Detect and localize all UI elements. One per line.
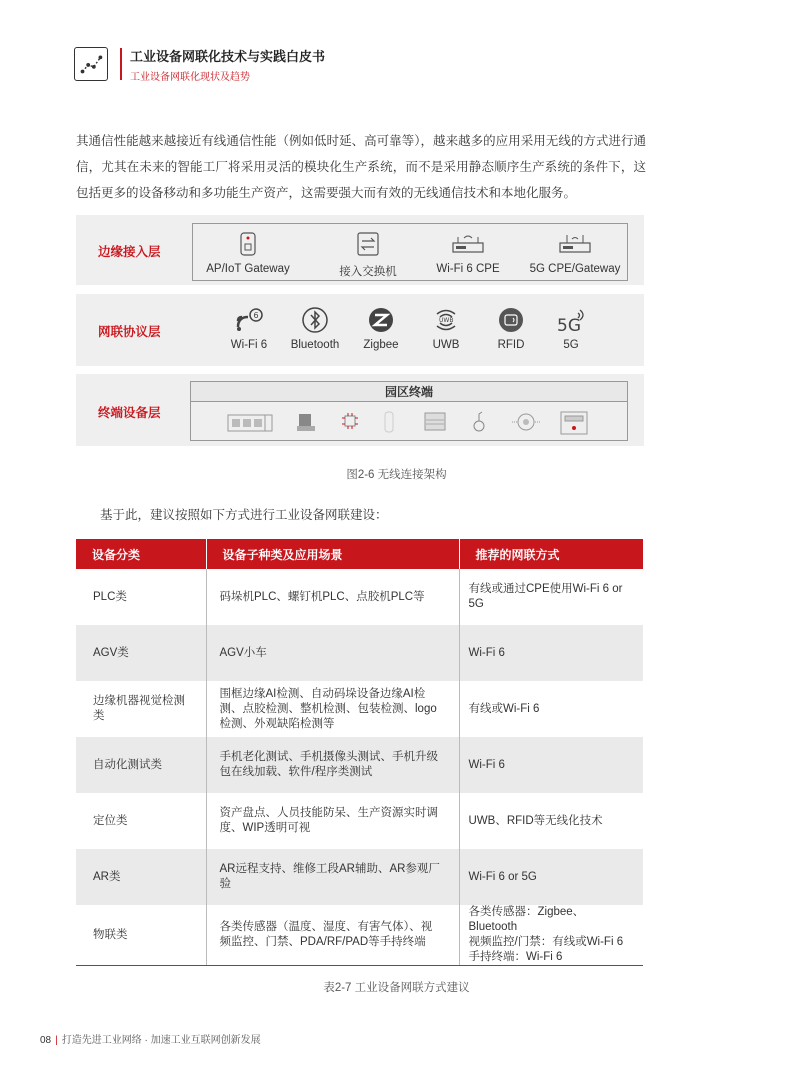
- column-header: 设备分类: [76, 539, 206, 569]
- column-header: 推荐的网联方式: [459, 539, 643, 569]
- table-row: [76, 793, 643, 849]
- campus-terminals-title: 园区终端: [191, 382, 627, 402]
- page-footer: [40, 1031, 261, 1046]
- production-line-icon: [227, 410, 273, 439]
- footer-text: 打造先进工业网络 · 加速工业互联网创新发展: [61, 1035, 261, 1046]
- protocol-label: 5G: [563, 339, 579, 351]
- edge-devices-box: [192, 223, 628, 281]
- cpe-5g-icon: [523, 229, 627, 259]
- footer-separator: |: [55, 1035, 58, 1046]
- table-cell: AGV小车: [206, 625, 459, 681]
- table-cell: AR远程支持、维修工段AR辅助、AR参观厂验: [206, 849, 459, 905]
- table-cell: 各类传感器（温度、湿度、有害气体）、视频监控、门禁、PDA/RF/PAD等手持终端: [206, 905, 459, 966]
- device-access-switch: [323, 229, 413, 279]
- device-5g-cpe: [523, 229, 627, 275]
- table-cell: AGV类: [76, 625, 206, 681]
- logo-icon: [74, 47, 108, 81]
- table-cell: Wi-Fi 6: [459, 625, 643, 681]
- device-wifi6-cpe: [418, 229, 518, 275]
- table-cell: UWB、RFID等无线化技术: [459, 793, 643, 849]
- chapter-title: 工业设备网联化现状及趋势: [130, 72, 250, 83]
- table-row: [76, 681, 643, 737]
- robot-machine-icon: [295, 410, 317, 439]
- protocol-layer-label: 网联协议层: [98, 325, 161, 339]
- table-cell: 资产盘点、人员技能防呆、生产资源实时调度、WIP透明可视: [206, 793, 459, 849]
- wifi6-icon: [224, 305, 274, 335]
- terminal-layer-label: 终端设备层: [98, 406, 161, 420]
- device-label: 接入交换机: [339, 266, 397, 278]
- robot-arm-icon: [469, 410, 489, 439]
- protocol-label: RFID: [497, 339, 525, 351]
- device-label: 5G CPE/Gateway: [529, 263, 621, 275]
- edge-layer-label: 边缘接入层: [98, 245, 161, 259]
- device-label: AP/IoT Gateway: [206, 263, 290, 275]
- table-cell: 物联类: [76, 905, 206, 966]
- protocol-bluetooth: [284, 305, 346, 351]
- table-cell: 定位类: [76, 793, 206, 849]
- figure-caption: 图2-6 无线连接架构: [346, 469, 447, 481]
- gateway-icon: [203, 229, 293, 259]
- table-cell: Wi-Fi 6: [459, 737, 643, 793]
- table-row: [76, 625, 643, 681]
- svg-text:5G: 5G: [557, 316, 581, 335]
- protocol-zigbee: [356, 305, 406, 351]
- table-cell: 自动化测试类: [76, 737, 206, 793]
- uwb-icon: [421, 305, 471, 335]
- monitor-panel-icon: [423, 410, 447, 439]
- header-divider: [120, 48, 122, 80]
- svg-text:UWB: UWB: [439, 317, 454, 324]
- cpe-icon: [418, 229, 518, 259]
- table-row: [76, 569, 643, 625]
- connectivity-table: [76, 539, 643, 966]
- control-terminal-icon: [559, 410, 589, 441]
- document-title: 工业设备网联化技术与实践白皮书: [130, 49, 326, 64]
- table-cell: 手机老化测试、手机摄像头测试、手机升级包在线加载、软件/程序类测试: [206, 737, 459, 793]
- table-cell: Wi-Fi 6 or 5G: [459, 849, 643, 905]
- table-cell: PLC类: [76, 569, 206, 625]
- zigbee-icon: [356, 305, 406, 335]
- protocol-label: Zigbee: [363, 339, 399, 351]
- protocol-label: Bluetooth: [290, 339, 340, 351]
- table-cell: 边缘机器视觉检测类: [76, 681, 206, 737]
- table-row: [76, 737, 643, 793]
- svg-text:6: 6: [253, 311, 259, 320]
- protocol-wifi6: [224, 305, 274, 351]
- table-cell: AR类: [76, 849, 206, 905]
- table-caption: 表2-7 工业设备网联方式建议: [323, 982, 470, 994]
- table-cell: 码垛机PLC、螺钉机PLC、点胶机PLC等: [206, 569, 459, 625]
- protocol-5g: [546, 305, 596, 351]
- edge-access-layer: [76, 215, 644, 285]
- table-row: [76, 849, 643, 905]
- column-header: 设备子种类及应用场景: [206, 539, 459, 569]
- table-row: [76, 905, 643, 966]
- camera-icon: [509, 410, 543, 439]
- table-cell: 围框边缘AI检测、自动码垛设备边缘AI检测、点胶检测、整机检测、包装检测、logo检测、外观缺陷检测等: [206, 681, 459, 737]
- wearable-device-icon: [381, 410, 397, 439]
- protocol-label: Wi-Fi 6: [230, 339, 268, 351]
- sensor-chip-icon: [339, 410, 361, 439]
- terminal-layer: [76, 374, 644, 446]
- table-cell: 各类传感器：Zigbee、Bluetooth 视频监控/门禁：有线或Wi-Fi 6 手持终端：Wi-Fi 6: [459, 905, 643, 966]
- page-number: 08: [40, 1035, 52, 1046]
- table-header-row: [76, 539, 643, 569]
- terminal-icons-row: [191, 402, 627, 442]
- switch-icon: [323, 229, 413, 259]
- body-paragraph: 其通信性能越来越接近有线通信性能（例如低时延、高可靠等），越来越多的应用采用无线的方式进行通信，尤其在未来的智能工厂将采用灵活的模块化生产系统，而不是采用静态顺序生产系统的条件下，这包括更多的设备移动和多功能生产资产，这需要强大而有效的无线通信技术和本地化服务。: [76, 134, 646, 200]
- campus-terminals-box: [190, 381, 628, 441]
- protocol-layer: [76, 294, 644, 366]
- device-ap-gateway: [203, 229, 293, 275]
- protocol-rfid: [486, 305, 536, 351]
- protocol-label: UWB: [432, 339, 460, 351]
- lead-text: 基于此，建议按照如下方式进行工业设备网联建设：: [100, 508, 388, 522]
- device-label: Wi-Fi 6 CPE: [436, 263, 500, 275]
- bluetooth-icon: [284, 305, 346, 335]
- table-cell: 有线或Wi-Fi 6: [459, 681, 643, 737]
- table-cell: 有线或通过CPE使用Wi-Fi 6 or 5G: [459, 569, 643, 625]
- protocol-uwb: [421, 305, 471, 351]
- rfid-icon: [486, 305, 536, 335]
- 5g-icon: [546, 305, 596, 335]
